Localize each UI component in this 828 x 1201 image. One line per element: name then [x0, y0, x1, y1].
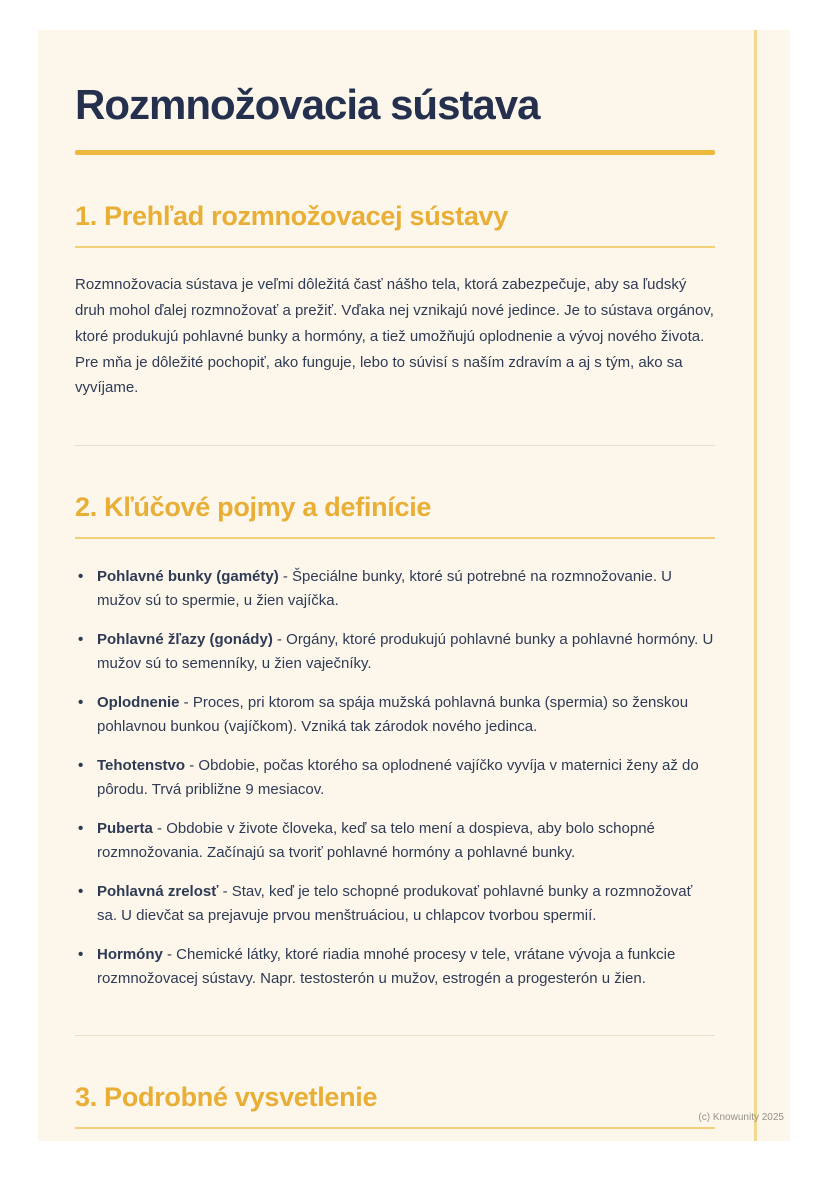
section-3-heading: 3. Podrobné vysvetlenie [75, 1082, 378, 1113]
list-item [75, 565, 715, 613]
list-item [75, 691, 715, 739]
bullet-icon: • [78, 820, 84, 838]
definition-term: Tehotenstvo [97, 757, 186, 775]
title-underline [75, 150, 715, 155]
definition-term: Puberta [97, 820, 153, 838]
bullet-icon: • [78, 883, 84, 901]
definition-text: - Špeciálne bunky, ktoré sú potrebné na rozmnožovanie. U mužov sú to spermie, u žien vajíčka. [97, 568, 672, 610]
document-content [75, 82, 715, 1129]
list-item [75, 880, 715, 928]
definition-text: - Stav, keď je telo schopné produkovať pohlavné bunky a rozmnožovať sa. U dievčat sa prejavuje prvou menštruáciou, u chlapcov tvorbou spermií. [97, 883, 693, 925]
definitions-list [75, 565, 715, 991]
bullet-icon: • [78, 757, 84, 775]
copyright-footer: (c) Knowunity 2025 [698, 1112, 784, 1123]
definition-term: Pohlavné bunky (gaméty) [97, 568, 279, 586]
section-overview [75, 201, 715, 401]
bullet-icon: • [78, 946, 84, 964]
section-details [75, 1082, 715, 1129]
section-1-heading: 1. Prehľad rozmnožovacej sústavy [75, 201, 508, 232]
definition-text: - Chemické látky, ktoré riadia mnohé procesy v tele, vrátane vývoja a funkcie rozmnožovacej sústavy. Napr. testosterón u mužov, estrogén a progesterón u žien. [97, 946, 676, 988]
definition-term: Pohlavné žľazy (gonády) [97, 631, 273, 649]
list-item [75, 628, 715, 676]
definition-text: - Proces, pri ktorom sa spája mužská pohlavná bunka (spermia) so ženskou pohlavnou bunkou (vajíčkom). Vzniká tak zárodok nového jedinca. [97, 694, 689, 736]
definition-term: Pohlavná zrelosť [97, 883, 219, 901]
list-item [75, 943, 715, 991]
bullet-icon: • [78, 568, 84, 586]
definition-text: - Obdobie, počas ktorého sa oplodnené vajíčko vyvíja v maternici ženy až do pôrodu. Trvá približne 9 mesiacov. [97, 757, 699, 799]
list-item [75, 754, 715, 802]
definition-term: Hormóny [97, 946, 163, 964]
list-item [75, 817, 715, 865]
section-divider-2 [75, 1035, 715, 1036]
definition-text: - Orgány, ktoré produkujú pohlavné bunky a pohlavné hormóny. U mužov sú to semenníky, u žien vaječníky. [97, 631, 714, 673]
section-2-heading: 2. Kľúčové pojmy a definície [75, 492, 432, 523]
definition-term: Oplodnenie [97, 694, 180, 712]
section-3-underline [75, 1127, 715, 1129]
page-title: Rozmnožovacia sústava [75, 81, 540, 128]
section-1-paragraph: Rozmnožovacia sústava je veľmi dôležitá časť nášho tela, ktorá zabezpečuje, aby sa ľudský druh mohol ďalej rozmnožovať a prežiť. Vďaka nej vznikajú nové jedince. Je to sústava orgánov, ktoré produkujú pohlavné bunky a hormóny, a tiež umožňujú oplodnenie a vývoj nového života. Pre mňa je dôležité pochopiť, ako funguje, lebo to súvisí s naším zdravím a aj s tým, ako sa vyvíjame. [75, 276, 714, 397]
bullet-icon: • [78, 694, 84, 712]
definition-text: - Obdobie v živote človeka, keď sa telo mení a dospieva, aby bolo schopné rozmnožovania. Začínajú sa tvoriť pohlavné hormóny a pohlavné bunky. [97, 820, 655, 862]
notebook-margin-line [754, 30, 757, 1141]
section-2-underline [75, 537, 715, 539]
section-definitions [75, 492, 715, 991]
bullet-icon: • [78, 631, 84, 649]
document-page [38, 30, 790, 1141]
section-divider-1 [75, 445, 715, 446]
section-1-underline [75, 246, 715, 248]
